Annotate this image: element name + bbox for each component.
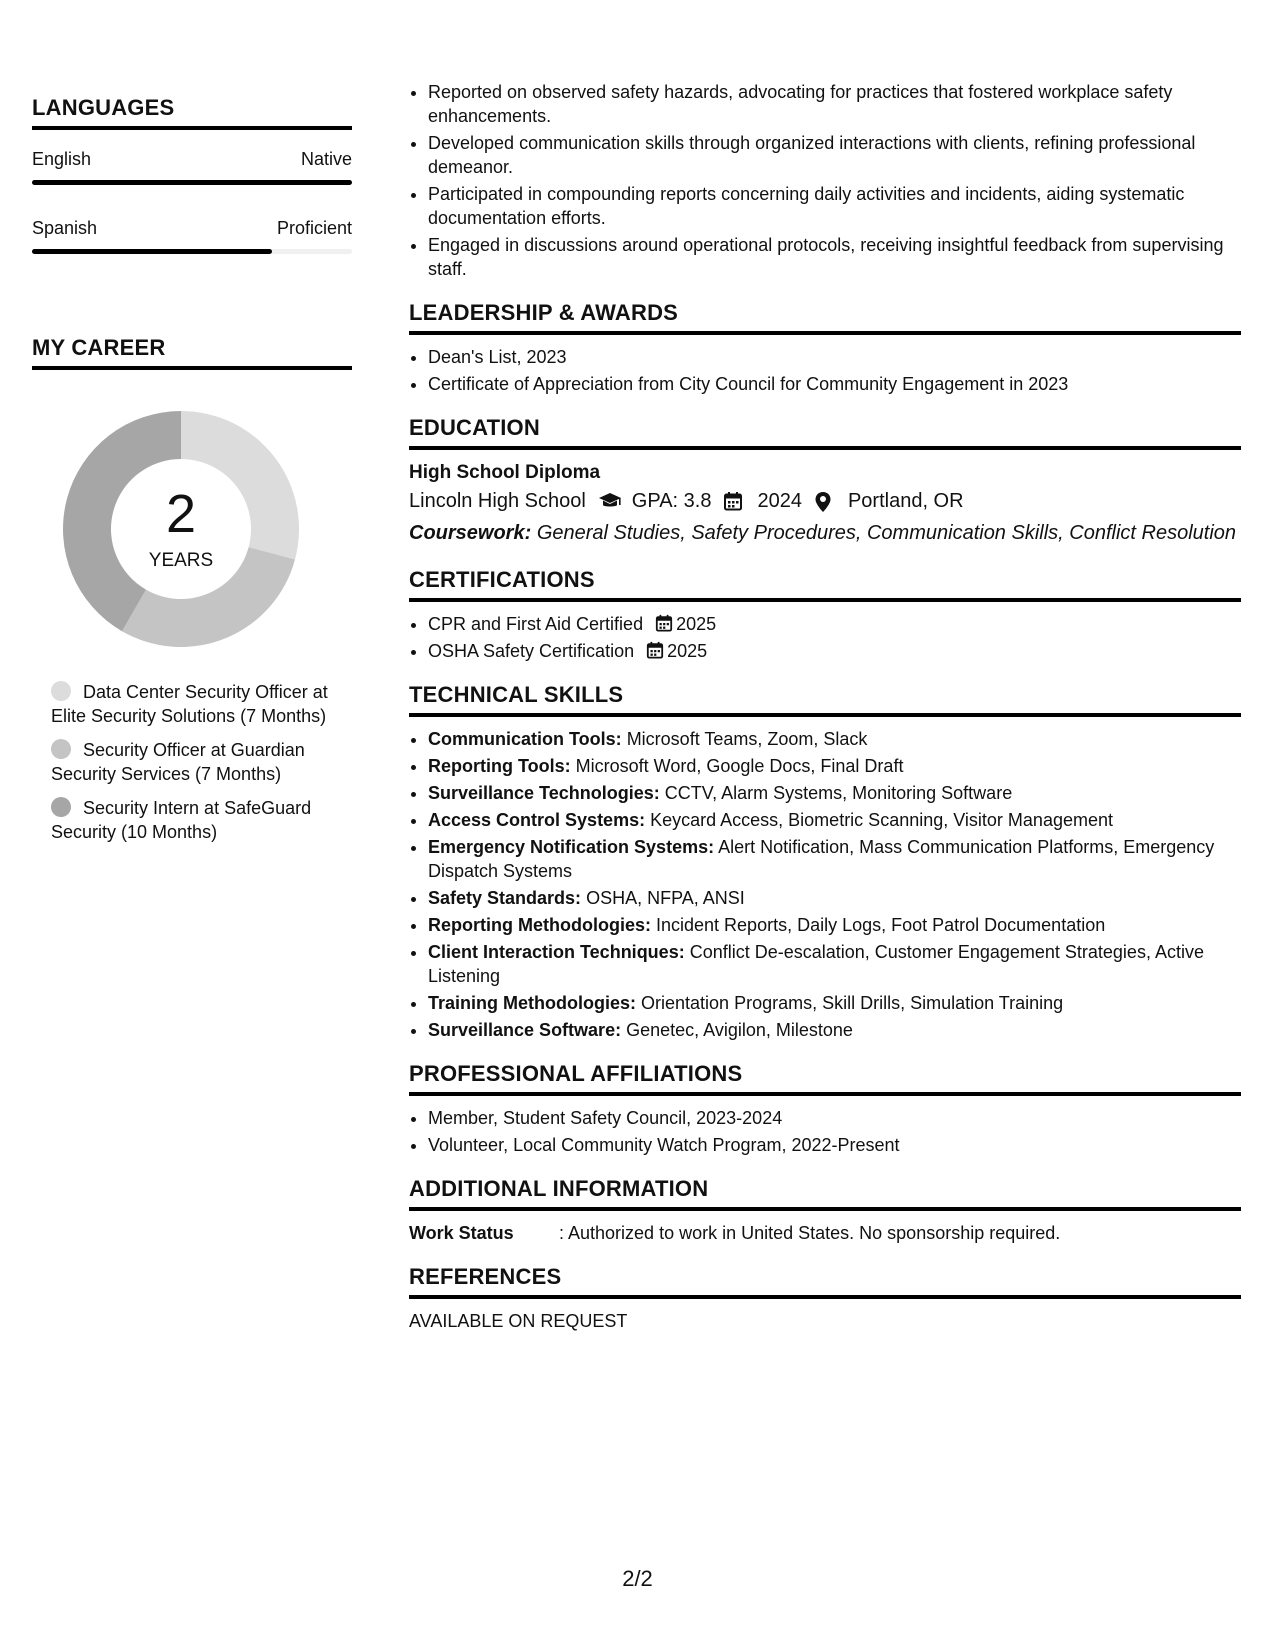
cert-name: CPR and First Aid Certified — [428, 614, 644, 634]
career-total: 2 — [165, 484, 197, 544]
page-number: 2/2 — [622, 1566, 653, 1591]
section-title: CERTIFICATIONS — [409, 567, 595, 592]
section-divider — [409, 1207, 1241, 1211]
list-item — [428, 754, 1241, 778]
legend-label: Security Intern at SafeGuard Security (10 Months) — [51, 798, 312, 842]
info-value: : Authorized to work in United States. No sponsorship required. — [559, 1223, 1061, 1243]
list-item — [428, 727, 1241, 751]
career-donut-chart — [56, 404, 306, 654]
skill-label: Training Methodologies: — [428, 993, 636, 1013]
section-title: ADDITIONAL INFORMATION — [409, 1176, 709, 1201]
school-name: Lincoln High School — [409, 490, 586, 512]
list-item: • Developed communication skills through organized interactions with clients, refining professional demeanor. — [428, 131, 1241, 179]
legend-dot — [51, 797, 71, 817]
career-unit: YEARS — [148, 550, 214, 571]
list-item: • Dean's List, 2023 — [428, 345, 1241, 369]
list-item: • Participated in compounding reports concerning daily activities and incidents, aiding systematic documentation efforts. — [428, 182, 1241, 230]
skill-value: Microsoft Word, Google Docs, Final Draft — [575, 756, 904, 776]
language-level: Proficient — [276, 218, 352, 238]
education-section — [409, 414, 1241, 548]
section-title: REFERENCES — [409, 1264, 562, 1289]
career-legend — [32, 680, 331, 844]
calendar-icon — [646, 641, 664, 659]
list-item — [428, 886, 1241, 910]
languages-title: LANGUAGES — [32, 95, 175, 120]
language-name: English — [32, 149, 92, 169]
proficiency-bar — [32, 249, 352, 254]
skill-value: Genetec, Avigilon, Milestone — [626, 1020, 853, 1040]
calendar-icon — [723, 491, 745, 511]
list-item — [428, 991, 1241, 1015]
coursework — [409, 518, 1241, 548]
legend-dot — [51, 739, 71, 759]
skill-value: Incident Reports, Daily Logs, Foot Patrol Documentation — [656, 915, 1106, 935]
skill-value: OSHA, NFPA, ANSI — [586, 888, 745, 908]
gpa: GPA: 3.8 — [631, 490, 712, 512]
certifications-section — [409, 566, 1241, 663]
leadership-section — [409, 299, 1241, 396]
graduation-cap-icon — [598, 491, 620, 511]
list-item — [428, 781, 1241, 805]
list-item: • Reported on observed safety hazards, advocating for practices that fostered workplace safety enhancements. — [428, 80, 1241, 128]
list-item: • Volunteer, Local Community Watch Program, 2022-Present — [428, 1133, 1241, 1157]
cert-year: 2025 — [676, 614, 717, 634]
section-divider — [409, 713, 1241, 717]
info-key: Work Status — [409, 1223, 514, 1243]
skill-label: Reporting Methodologies: — [428, 915, 651, 935]
skill-label: Emergency Notification Systems: — [428, 837, 715, 857]
list-item — [428, 913, 1241, 937]
work-status-row — [409, 1221, 1241, 1245]
section-title: LEADERSHIP & AWARDS — [409, 300, 679, 325]
languages-section — [32, 94, 352, 254]
skill-value: Keycard Access, Biometric Scanning, Visitor Management — [650, 810, 1113, 830]
list-item: • Certificate of Appreciation from City Council for Community Engagement in 2023 — [428, 372, 1241, 396]
career-section — [32, 334, 352, 844]
references-text: AVAILABLE ON REQUEST — [409, 1311, 628, 1331]
proficiency-fill — [32, 249, 272, 254]
cert-year: 2025 — [667, 641, 708, 661]
language-item — [32, 148, 352, 185]
section-divider — [409, 598, 1241, 602]
skill-label: Reporting Tools: — [428, 756, 571, 776]
skills-section — [409, 681, 1241, 1042]
section-divider — [409, 1092, 1241, 1096]
list-item: • Member, Student Safety Council, 2023-2024 — [428, 1106, 1241, 1130]
legend-item — [51, 738, 331, 786]
language-name: Spanish — [32, 218, 98, 238]
legend-label: Data Center Security Officer at Elite Security Solutions (7 Months) — [51, 682, 328, 726]
skill-value: Orientation Programs, Skill Drills, Simulation Training — [641, 993, 1064, 1013]
references-section — [409, 1263, 1241, 1333]
right-column — [409, 80, 1241, 1333]
coursework-label: Coursework: — [409, 522, 532, 544]
additional-info-section — [409, 1175, 1241, 1245]
list-item: • Engaged in discussions around operational protocols, receiving insightful feedback from supervising staff. — [428, 233, 1241, 281]
skill-value: CCTV, Alarm Systems, Monitoring Software — [664, 783, 1013, 803]
calendar-icon — [655, 614, 673, 632]
graduation-year: 2024 — [757, 490, 802, 512]
location-pin-icon — [814, 491, 836, 511]
language-item — [32, 217, 352, 254]
skill-value: Microsoft Teams, Zoom, Slack — [626, 729, 868, 749]
list-item — [428, 940, 1241, 988]
career-title: MY CAREER — [32, 335, 166, 360]
legend-dot — [51, 681, 71, 701]
skill-label: Client Interaction Techniques: — [428, 942, 685, 962]
list-item — [428, 808, 1241, 832]
legend-item — [51, 680, 331, 728]
legend-label: Security Officer at Guardian Security Services (7 Months) — [51, 740, 305, 784]
skill-label: Safety Standards: — [428, 888, 582, 908]
proficiency-bar — [32, 180, 352, 185]
skill-label: Surveillance Technologies: — [428, 783, 660, 803]
language-level: Native — [300, 149, 352, 169]
affiliations-section — [409, 1060, 1241, 1157]
degree: High School Diploma — [409, 462, 601, 483]
skill-label: Communication Tools: — [428, 729, 622, 749]
proficiency-fill — [32, 180, 352, 185]
section-title: EDUCATION — [409, 415, 540, 440]
school-location: Portland, OR — [847, 490, 964, 512]
skill-label: Surveillance Software: — [428, 1020, 622, 1040]
skill-value: Alert Notification, Mass Communication Platforms, Emergency Dispatch Systems — [428, 837, 1215, 881]
skills-list — [409, 727, 1241, 1042]
left-column — [32, 94, 352, 854]
list-item — [428, 835, 1241, 883]
section-title: PROFESSIONAL AFFILIATIONS — [409, 1061, 743, 1086]
experience-bullets — [409, 80, 1241, 281]
list-item — [428, 1018, 1241, 1042]
list-item — [428, 612, 1241, 636]
section-divider — [409, 331, 1241, 335]
section-divider — [409, 1295, 1241, 1299]
skill-value: Conflict De-escalation, Customer Engagement Strategies, Active Listening — [428, 942, 1204, 986]
education-details — [409, 486, 1241, 516]
coursework-list: General Studies, Safety Procedures, Communication Skills, Conflict Resolution — [536, 522, 1237, 544]
section-title: TECHNICAL SKILLS — [409, 682, 624, 707]
legend-item — [51, 796, 331, 844]
skill-label: Access Control Systems: — [428, 810, 646, 830]
list-item — [428, 639, 1241, 663]
section-divider — [32, 366, 352, 370]
section-divider — [409, 446, 1241, 450]
section-divider — [32, 126, 352, 130]
cert-name: OSHA Safety Certification — [428, 641, 635, 661]
